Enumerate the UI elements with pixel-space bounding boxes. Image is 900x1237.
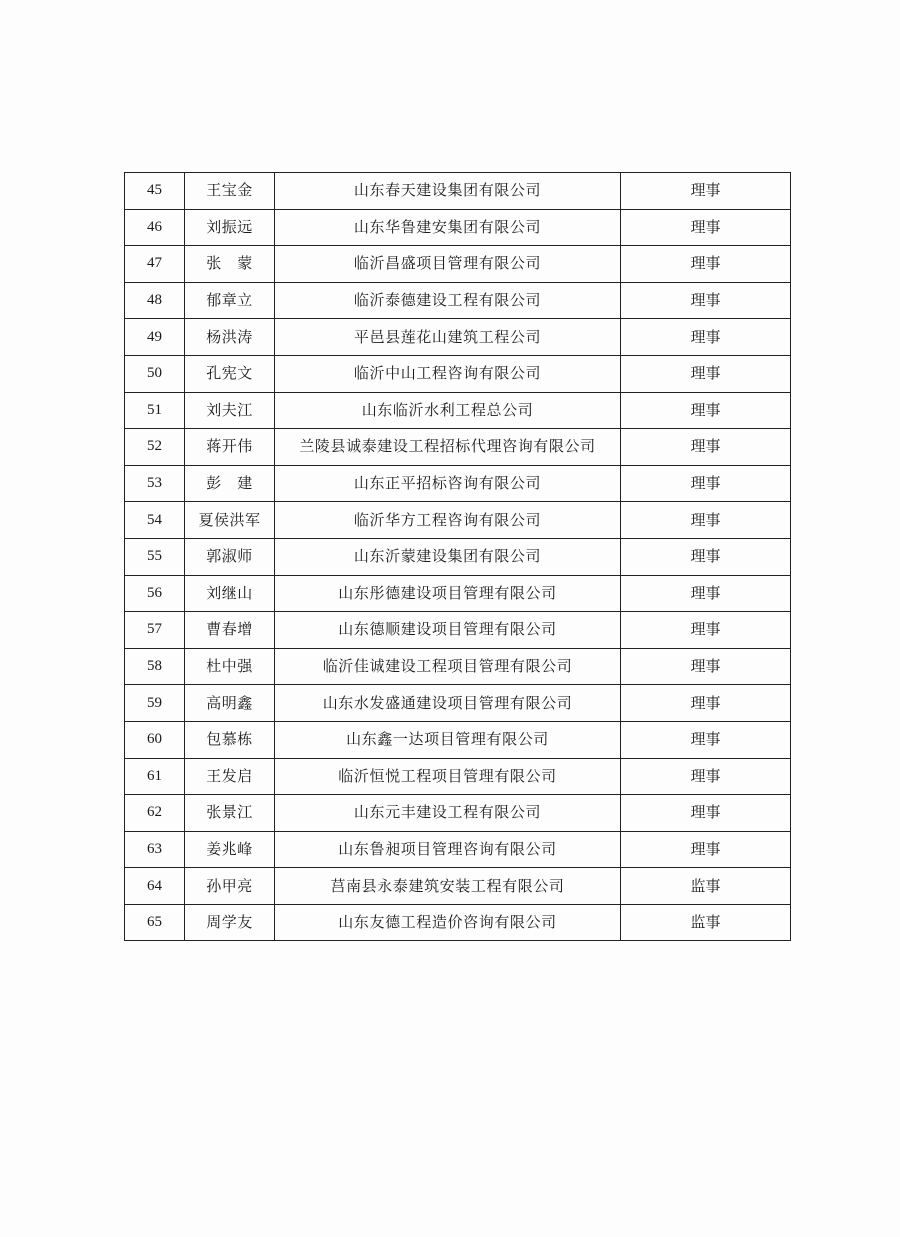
member-name: 夏侯洪军 (185, 502, 275, 539)
member-organization: 临沂佳诚建设工程项目管理有限公司 (275, 648, 621, 685)
member-name: 彭 建 (185, 465, 275, 502)
table-row (125, 904, 791, 941)
member-name: 刘继山 (185, 575, 275, 612)
table-row (125, 429, 791, 466)
member-name: 王宝金 (185, 173, 275, 210)
table-row (125, 355, 791, 392)
member-role: 理事 (621, 392, 791, 429)
member-organization: 临沂恒悦工程项目管理有限公司 (275, 758, 621, 795)
member-organization: 山东鑫一达项目管理有限公司 (275, 721, 621, 758)
row-number: 59 (125, 685, 185, 722)
member-name: 周学友 (185, 904, 275, 941)
member-organization: 山东华鲁建安集团有限公司 (275, 209, 621, 246)
member-role: 理事 (621, 429, 791, 466)
member-role: 理事 (621, 502, 791, 539)
table-row (125, 612, 791, 649)
member-organization: 平邑县莲花山建筑工程公司 (275, 319, 621, 356)
member-organization: 山东彤德建设项目管理有限公司 (275, 575, 621, 612)
member-name: 张 蒙 (185, 246, 275, 283)
member-name: 刘振远 (185, 209, 275, 246)
table-row (125, 538, 791, 575)
member-name: 孔宪文 (185, 355, 275, 392)
member-organization: 山东鲁昶项目管理咨询有限公司 (275, 831, 621, 868)
member-organization: 山东春天建设集团有限公司 (275, 173, 621, 210)
row-number: 46 (125, 209, 185, 246)
member-name: 曹春增 (185, 612, 275, 649)
table-row (125, 648, 791, 685)
member-organization: 临沂昌盛项目管理有限公司 (275, 246, 621, 283)
member-role: 理事 (621, 173, 791, 210)
member-name: 刘夫江 (185, 392, 275, 429)
row-number: 56 (125, 575, 185, 612)
row-number: 61 (125, 758, 185, 795)
member-organization: 临沂华方工程咨询有限公司 (275, 502, 621, 539)
member-table-body (125, 173, 791, 941)
member-role: 理事 (621, 282, 791, 319)
member-role: 理事 (621, 575, 791, 612)
row-number: 58 (125, 648, 185, 685)
member-organization: 山东友德工程造价咨询有限公司 (275, 904, 621, 941)
member-name: 王发启 (185, 758, 275, 795)
row-number: 50 (125, 355, 185, 392)
member-organization: 山东水发盛通建设项目管理有限公司 (275, 685, 621, 722)
table-row (125, 721, 791, 758)
row-number: 60 (125, 721, 185, 758)
row-number: 53 (125, 465, 185, 502)
row-number: 64 (125, 868, 185, 905)
member-organization: 山东正平招标咨询有限公司 (275, 465, 621, 502)
member-role: 监事 (621, 904, 791, 941)
member-organization: 山东临沂水利工程总公司 (275, 392, 621, 429)
member-organization: 临沂中山工程咨询有限公司 (275, 355, 621, 392)
member-role: 理事 (621, 538, 791, 575)
row-number: 65 (125, 904, 185, 941)
member-role: 理事 (621, 685, 791, 722)
table-row (125, 465, 791, 502)
table-row (125, 795, 791, 832)
row-number: 57 (125, 612, 185, 649)
member-name: 张景江 (185, 795, 275, 832)
member-role: 监事 (621, 868, 791, 905)
member-role: 理事 (621, 319, 791, 356)
member-name: 杨洪涛 (185, 319, 275, 356)
table-row (125, 392, 791, 429)
member-name: 包慕栋 (185, 721, 275, 758)
table-row (125, 868, 791, 905)
member-name: 孙甲亮 (185, 868, 275, 905)
table-row (125, 246, 791, 283)
member-role: 理事 (621, 648, 791, 685)
member-role: 理事 (621, 831, 791, 868)
row-number: 47 (125, 246, 185, 283)
member-organization: 山东沂蒙建设集团有限公司 (275, 538, 621, 575)
member-name: 郭淑师 (185, 538, 275, 575)
row-number: 54 (125, 502, 185, 539)
table-row (125, 502, 791, 539)
row-number: 55 (125, 538, 185, 575)
table-row (125, 173, 791, 210)
table-row (125, 282, 791, 319)
member-role: 理事 (621, 721, 791, 758)
member-organization: 山东元丰建设工程有限公司 (275, 795, 621, 832)
member-name: 高明鑫 (185, 685, 275, 722)
member-role: 理事 (621, 758, 791, 795)
member-name: 杜中强 (185, 648, 275, 685)
member-organization: 临沂泰德建设工程有限公司 (275, 282, 621, 319)
member-organization: 莒南县永泰建筑安装工程有限公司 (275, 868, 621, 905)
row-number: 52 (125, 429, 185, 466)
member-name: 郁章立 (185, 282, 275, 319)
row-number: 49 (125, 319, 185, 356)
member-role: 理事 (621, 465, 791, 502)
member-name: 姜兆峰 (185, 831, 275, 868)
table-row (125, 685, 791, 722)
member-organization: 山东德顺建设项目管理有限公司 (275, 612, 621, 649)
member-role: 理事 (621, 246, 791, 283)
member-role: 理事 (621, 612, 791, 649)
member-name: 蒋开伟 (185, 429, 275, 466)
table-row (125, 758, 791, 795)
table-row (125, 831, 791, 868)
row-number: 51 (125, 392, 185, 429)
row-number: 62 (125, 795, 185, 832)
row-number: 45 (125, 173, 185, 210)
table-row (125, 575, 791, 612)
table-row (125, 209, 791, 246)
member-role: 理事 (621, 209, 791, 246)
table-row (125, 319, 791, 356)
row-number: 48 (125, 282, 185, 319)
row-number: 63 (125, 831, 185, 868)
member-table (124, 172, 791, 941)
member-organization: 兰陵县诚泰建设工程招标代理咨询有限公司 (275, 429, 621, 466)
member-role: 理事 (621, 355, 791, 392)
member-role: 理事 (621, 795, 791, 832)
